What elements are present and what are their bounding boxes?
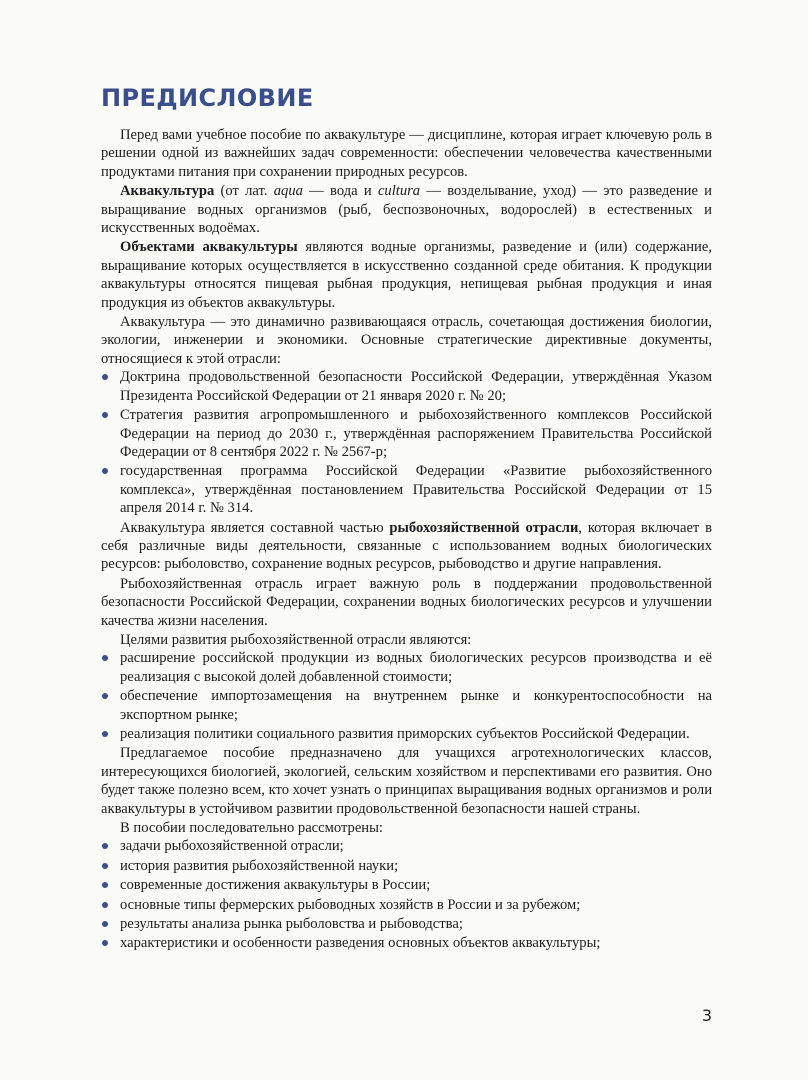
fishery-sector-paragraph: Аквакультура является составной частью рыбохозяйственной отрасли, которая включает в себя различные виды деятельности, связанные с использованием водных биологических ресурсов: рыболовство, сохранение водных ресурсов, рыбоводство и другие направления. — [101, 519, 712, 573]
bullet-icon — [102, 468, 108, 474]
list-item: задачи рыбохозяйственной отрасли; — [101, 837, 712, 855]
bullet-icon — [102, 863, 108, 869]
list-item: государственная программа Российской Федерации «Развитие рыбохозяйственного комплекса», утверждённая постановлением Правительства Российской Федерации от 15 апреля 2014 г. № 314. — [101, 462, 712, 517]
topics-intro-paragraph: В пособии последовательно рассмотрены: — [120, 820, 383, 837]
list-item: Стратегия развития агропромышленного и рыбохозяйственного комплексов Российской Федерации на период до 2030 г., утверждённая распоряжением Правительства Российской Федерации от 8 сентября 2022 г. № 2567-р; — [101, 406, 712, 461]
documents-list — [101, 368, 712, 517]
list-item: современные достижения аквакультуры в России; — [101, 876, 712, 894]
term-aquaculture: Аквакультура — [120, 183, 215, 200]
list-item: расширение российской продукции из водных биологических ресурсов производства и её реализация с высокой долей добавленной стоимости; — [101, 649, 712, 686]
fishery-role-paragraph: Рыбохозяйственная отрасль играет важную роль в поддержании продовольственной безопасности Российской Федерации, сохранении водных биологических ресурсов и улучшении качества жизни населения. — [101, 575, 712, 629]
page-title: ПРЕДИСЛОВИЕ — [101, 84, 314, 112]
list-item: Доктрина продовольственной безопасности Российской Федерации, утверждённая Указом Президента Российской Федерации от 21 января 2020 г. № 20; — [101, 368, 712, 405]
goals-intro-paragraph: Целями развития рыбохозяйственной отрасли являются: — [120, 631, 472, 648]
goals-list — [101, 649, 712, 743]
aquaculture-definition-paragraph: Аквакультура (от лат. aqua — вода и cultura — возделывание, уход) — это разведение и выращивание водных организмов (рыб, беспозвоночных, водорослей) в естественных и искусственных водоёмах. — [101, 183, 712, 237]
list-item: обеспечение импортозамещения на внутреннем рынке и конкурентоспособности на экспортном рынке; — [101, 687, 712, 724]
bullet-icon — [102, 902, 108, 908]
bullet-icon — [102, 921, 108, 927]
page-number: 3 — [701, 1006, 712, 1025]
aquaculture-objects-paragraph: Объектами аквакультуры являются водные организмы, разведение и (или) содержание, выращивание которых осуществляется в искусственно созданной среде обитания. К продукции аквакультуры относятся пищевая рыбная продукция, непищевая рыбная продукция и иная продукция из объектов аквакультуры. — [101, 239, 712, 311]
industry-paragraph: Аквакультура — это динамично развивающаяся отрасль, сочетающая достижения биологии, экологии, инженерии и экономики. Основные стратегические директивные документы, относящиеся к этой отрасли: — [101, 314, 712, 367]
bullet-icon — [102, 882, 108, 888]
bullet-icon — [102, 693, 108, 699]
bullet-icon — [102, 412, 108, 418]
list-item: характеристики и особенности разведения основных объектов аквакультуры; — [101, 934, 712, 952]
page-content — [101, 84, 712, 954]
topics-list — [101, 837, 712, 952]
term-fishery-sector: рыбохозяйственной отрасли — [389, 519, 579, 536]
audience-paragraph: Предлагаемое пособие предназначено для учащихся агротехнологических классов, интересующихся биологией, экологией, сельским хозяйством и перспективами его развития. Оно будет также полезно всем, кто хочет узнать о принципах выращивания водных организмов и роли аквакультуры в устойчивом развитии продовольственной безопасности нашей страны. — [101, 745, 712, 817]
bullet-icon — [102, 843, 108, 849]
list-item: реализация политики социального развития приморских субъектов Российской Федерации. — [101, 725, 712, 743]
term-aquaculture-objects: Объектами аквакультуры — [120, 239, 298, 256]
bullet-icon — [102, 655, 108, 661]
list-item: история развития рыбохозяйственной науки; — [101, 857, 712, 875]
intro-paragraph: Перед вами учебное пособие по аквакультуре — дисциплине, которая играет ключевую роль в решении одной из важнейших задач современности: обеспечении человечества качественными продуктами питания при сохранении природных ресурсов. — [101, 127, 712, 180]
list-item: результаты анализа рынка рыболовства и рыбоводства; — [101, 915, 712, 933]
list-item: основные типы фермерских рыбоводных хозяйств в России и за рубежом; — [101, 896, 712, 914]
bullet-icon — [102, 731, 108, 737]
bullet-icon — [102, 374, 108, 380]
bullet-icon — [102, 940, 108, 946]
